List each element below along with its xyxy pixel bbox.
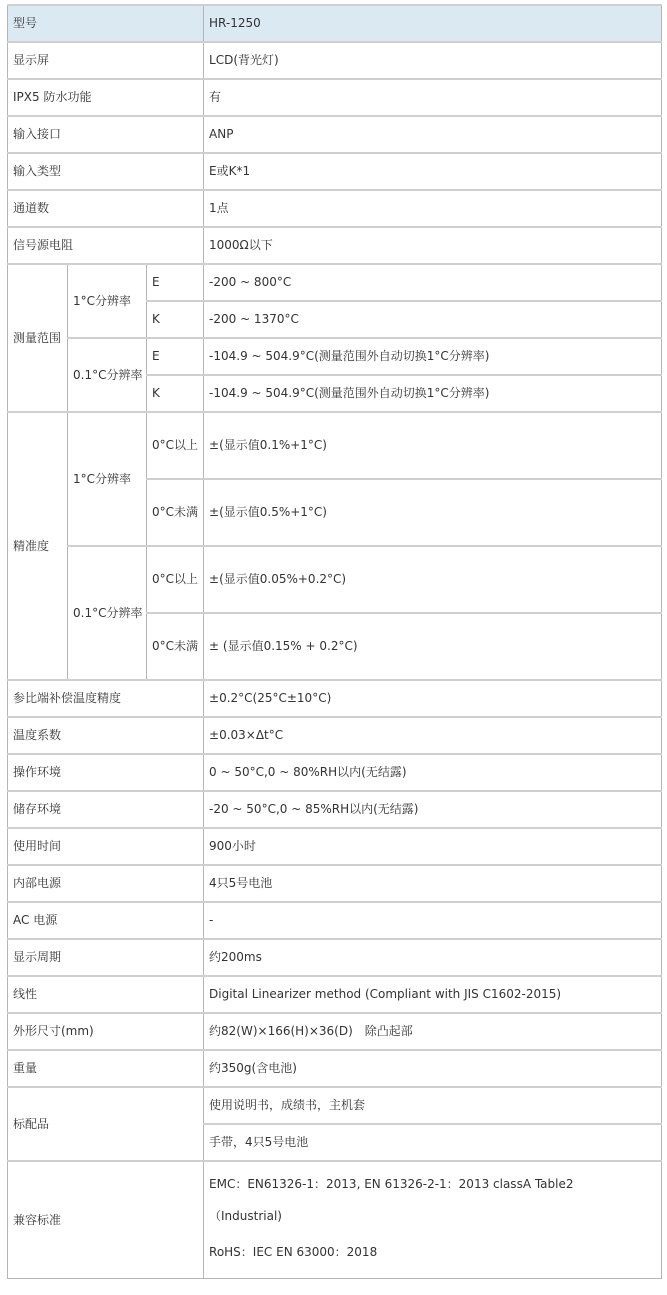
row-value: 0 ~ 50°C,0 ~ 80%RH以内(无结露): [204, 754, 662, 791]
accessories-value: 使用说明书，成绩书，主机套: [204, 1087, 662, 1124]
table-row: [8, 680, 662, 717]
row-label: 操作环境: [8, 754, 204, 791]
standards-label: 兼容标准: [8, 1161, 204, 1279]
thermo-type: E: [147, 338, 204, 375]
row-label: 线性: [8, 976, 204, 1013]
table-row: [8, 42, 662, 79]
row-value: Digital Linearizer method (Compliant with JIS C1602-2015): [204, 976, 662, 1013]
row-value: ±0.03×Δt°C: [204, 717, 662, 754]
row-label: 使用时间: [8, 828, 204, 865]
rohs-standard: RoHS：IEC EN 63000：2018: [209, 1245, 378, 1259]
accuracy-label: 精准度: [8, 412, 68, 680]
row-value: -20 ~ 50°C,0 ~ 85%RH以内(无结露): [204, 791, 662, 828]
standards-row: [8, 1161, 662, 1279]
accuracy-row: [8, 412, 662, 479]
row-value: 1点: [204, 190, 662, 227]
header-label: 型号: [8, 5, 204, 42]
condition-label: 0°C未满: [147, 479, 204, 546]
accuracy-value: ± (显示值0.15% + 0.2°C): [204, 613, 662, 680]
condition-label: 0°C以上: [147, 412, 204, 479]
row-value: ±0.2°C(25°C±10°C): [204, 680, 662, 717]
row-value: ANP: [204, 116, 662, 153]
row-label: 显示屏: [8, 42, 204, 79]
row-value: 约350g(含电池): [204, 1050, 662, 1087]
row-value: -: [204, 902, 662, 939]
row-value: 约200ms: [204, 939, 662, 976]
accuracy-value: ±(显示值0.5%+1°C): [204, 479, 662, 546]
table-row: [8, 153, 662, 190]
row-label: 外形尺寸(mm): [8, 1013, 204, 1050]
accessories-row: [8, 1087, 662, 1124]
row-label: 储存环境: [8, 791, 204, 828]
accessories-label: 标配品: [8, 1087, 204, 1161]
accuracy-row: [8, 546, 662, 613]
table-row: [8, 902, 662, 939]
condition-label: 0°C未满: [147, 613, 204, 680]
row-label: 显示周期: [8, 939, 204, 976]
table-header-row: [8, 5, 662, 42]
emc-standard: EMC：EN61326-1：2013, EN 61326-2-1：2013 classA Table2（Industrial): [209, 1177, 574, 1223]
row-label: 温度系数: [8, 717, 204, 754]
range-value: -104.9 ~ 504.9°C(测量范围外自动切换1°C分辨率): [204, 375, 662, 412]
row-label: 输入类型: [8, 153, 204, 190]
row-value: 约82(W)×166(H)×36(D) 除凸起部: [204, 1013, 662, 1050]
thermo-type: K: [147, 375, 204, 412]
table-row: [8, 939, 662, 976]
range-value: -200 ~ 1370°C: [204, 301, 662, 338]
resolution-label: 1°C分辨率: [68, 264, 147, 338]
table-row: [8, 116, 662, 153]
table-row: [8, 227, 662, 264]
table-row: [8, 976, 662, 1013]
table-row: [8, 1013, 662, 1050]
table-row: [8, 865, 662, 902]
standards-value: [204, 1161, 662, 1279]
row-label: AC 电源: [8, 902, 204, 939]
header-value: HR-1250: [204, 5, 662, 42]
row-value: 有: [204, 79, 662, 116]
condition-label: 0°C以上: [147, 546, 204, 613]
row-label: 信号源电阻: [8, 227, 204, 264]
thermo-type: K: [147, 301, 204, 338]
accessories-value: 手带，4只5号电池: [204, 1124, 662, 1161]
row-label: 内部电源: [8, 865, 204, 902]
row-label: 参比端补偿温度精度: [8, 680, 204, 717]
accuracy-value: ±(显示值0.1%+1°C): [204, 412, 662, 479]
row-value: E或K*1: [204, 153, 662, 190]
row-label: 通道数: [8, 190, 204, 227]
table-row: [8, 754, 662, 791]
table-row: [8, 79, 662, 116]
measure-range-label: 测量范围: [8, 264, 68, 412]
row-label: 重量: [8, 1050, 204, 1087]
table-row: [8, 1050, 662, 1087]
row-value: 900小时: [204, 828, 662, 865]
table-row: [8, 828, 662, 865]
resolution-label: 0.1°C分辨率: [68, 338, 147, 412]
row-label: 输入接口: [8, 116, 204, 153]
row-value: 1000Ω以下: [204, 227, 662, 264]
range-value: -200 ~ 800°C: [204, 264, 662, 301]
resolution-label: 0.1°C分辨率: [68, 546, 147, 680]
table-row: [8, 190, 662, 227]
row-value: LCD(背光灯): [204, 42, 662, 79]
row-label: IPX5 防水功能: [8, 79, 204, 116]
table-row: [8, 717, 662, 754]
measure-range-row: [8, 264, 662, 301]
table-row: [8, 791, 662, 828]
resolution-label: 1°C分辨率: [68, 412, 147, 546]
accuracy-value: ±(显示值0.05%+0.2°C): [204, 546, 662, 613]
measure-range-row: [8, 338, 662, 375]
range-value: -104.9 ~ 504.9°C(测量范围外自动切换1°C分辨率): [204, 338, 662, 375]
thermo-type: E: [147, 264, 204, 301]
row-value: 4只5号电池: [204, 865, 662, 902]
spec-table: [7, 4, 662, 1279]
